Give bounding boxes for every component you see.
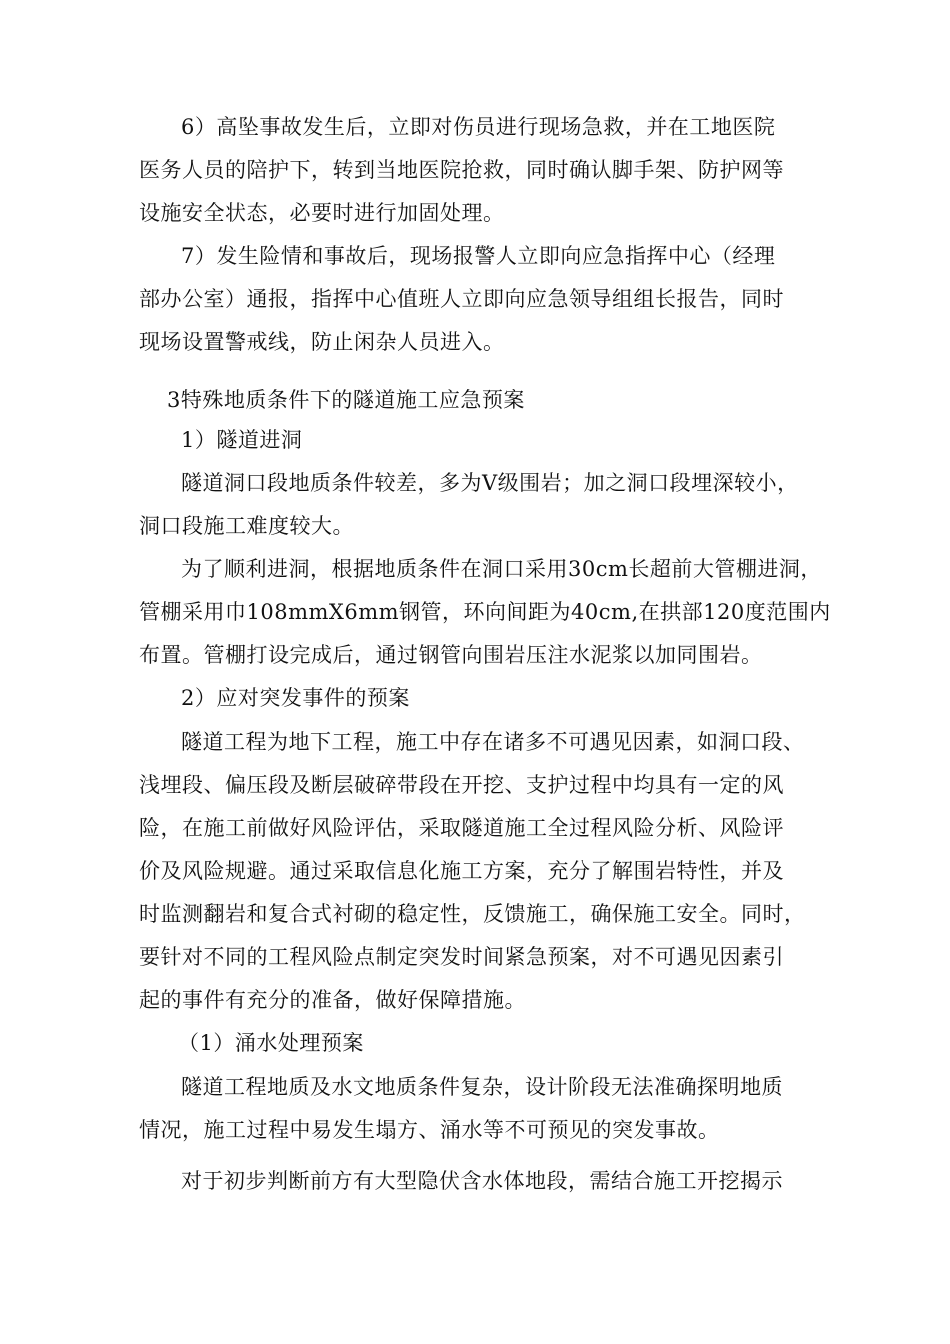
text-line-11: 为了顺利进洞，根据地质条件在洞口采用30cm长超前大管棚进洞， xyxy=(181,557,822,581)
text-line-15: 隧道工程为地下工程，施工中存在诸多不可遇见因素，如洞口段、 xyxy=(181,730,805,754)
text-line-23: 隧道工程地质及水文地质条件复杂，设计阶段无法准确探明地质 xyxy=(181,1075,783,1099)
text-line-13: 布置。管棚打设完成后，通过钢管向围岩压注水泥浆以加同围岩。 xyxy=(139,643,763,667)
text-line-21: 起的事件有充分的准备，做好保障措施。 xyxy=(139,988,526,1012)
text-line-16: 浅埋段、偏压段及断层破碎带段在开挖、支护过程中均具有一定的风 xyxy=(139,773,784,797)
text-line-9: 隧道洞口段地质条件较差，多为Ⅴ级围岩；加之洞口段埋深较小， xyxy=(181,471,799,495)
text-line-3: 设施安全状态，必要时进行加固处理。 xyxy=(139,201,505,225)
text-line-19: 时监测翻岩和复合式衬砌的稳定性，反馈施工，确保施工安全。同时， xyxy=(139,902,806,926)
text-line-6: 现场设置警戒线，防止闲杂人员进入。 xyxy=(139,330,505,354)
text-line-10: 洞口段施工难度较大。 xyxy=(139,514,354,538)
text-line-2: 医务人员的陪护下，转到当地医院抢救，同时确认脚手架、防护网等 xyxy=(139,158,784,182)
text-line-24: 情况，施工过程中易发生塌方、涌水等不可预见的突发事故。 xyxy=(139,1118,720,1142)
subheading-1: 1）隧道进洞 xyxy=(181,428,303,452)
subheading-2: 2）应对突发事件的预案 xyxy=(181,686,410,710)
text-line-4: 7）发生险情和事故后，现场报警人立即向应急指挥中心（经理 xyxy=(181,244,776,268)
text-line-25: 对于初步判断前方有大型隐伏含水体地段，需结合施工开挖揭示 xyxy=(181,1169,783,1193)
text-line-20: 要针对不同的工程风险点制定突发时间紧急预案，对不可遇见因素引 xyxy=(139,945,784,969)
subheading-3: （1）涌水处理预案 xyxy=(178,1031,364,1055)
text-line-12: 管棚采用巾108mmX6mm钢管，环向间距为40cm,在拱部120度范围内 xyxy=(139,600,831,624)
text-line-17: 险，在施工前做好风险评估，采取隧道施工全过程风险分析、风险评 xyxy=(139,816,784,840)
text-line-5: 部办公室）通报，指挥中心值班人立即向应急领导组组长报告，同时 xyxy=(139,287,784,311)
section-heading: 3特殊地质条件下的隧道施工应急预案 xyxy=(167,388,525,412)
text-line-18: 价及风险规避。通过采取信息化施工方案，充分了解围岩特性，并及 xyxy=(139,859,784,883)
text-line-1: 6）高坠事故发生后，立即对伤员进行现场急救，并在工地医院 xyxy=(181,115,776,139)
